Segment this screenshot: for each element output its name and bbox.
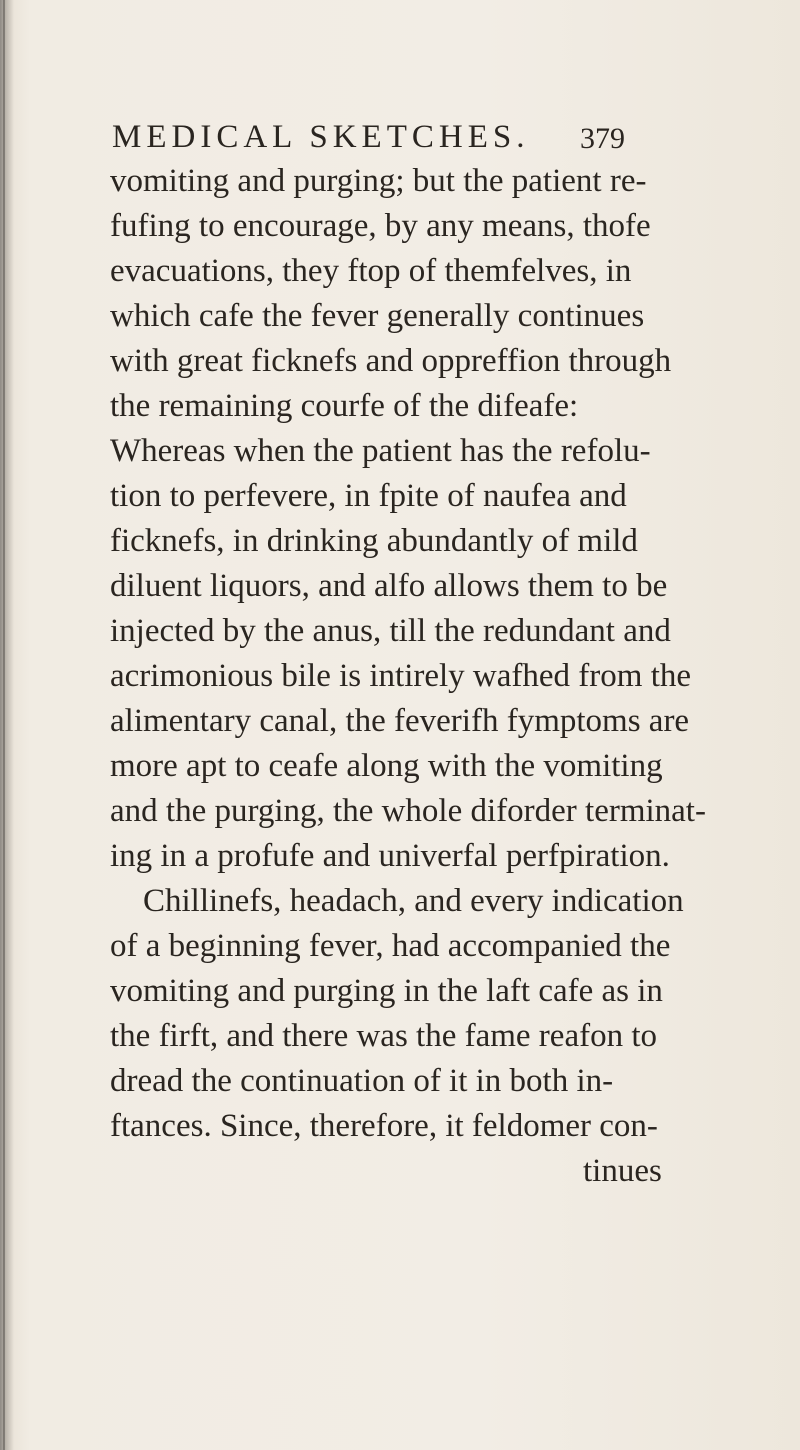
- text-line: alimentary canal, the feverifh fymptoms are: [110, 703, 690, 739]
- running-head: MEDICAL SKETCHES.: [112, 119, 530, 155]
- text-line: fufing to encourage, by any means, thofe: [110, 208, 651, 244]
- text-line: which cafe the fever generally continues: [110, 298, 645, 334]
- text-line: more apt to ceafe along with the vomiting: [110, 748, 663, 784]
- text-line: ftances. Since, therefore, it feldomer con-: [110, 1108, 658, 1144]
- text-line: and the purging, the whole diforder terminat-: [110, 793, 706, 829]
- text-line: of a beginning fever, had accompanied the: [110, 928, 671, 964]
- text-line: the firft, and there was the fame reafon to: [110, 1018, 657, 1054]
- text-line: evacuations, they ftop of themfelves, in: [110, 253, 632, 289]
- text-line: vomiting and purging; but the patient re-: [110, 163, 647, 199]
- text-line: injected by the anus, till the redundant and: [110, 613, 671, 649]
- text-line: with great ficknefs and oppreffion through: [110, 343, 672, 379]
- text-line: acrimonious bile is intirely wafhed from the: [110, 658, 692, 694]
- text-line: tion to perfevere, in fpite of naufea and: [110, 478, 627, 514]
- text-line: dread the continuation of it in both in-: [110, 1063, 614, 1099]
- text-line: ing in a profufe and univerfal perfpiration.: [110, 838, 670, 874]
- page-number: 379: [580, 122, 625, 155]
- catchword: tinues: [583, 1153, 662, 1189]
- text-line: Whereas when the patient has the refolu-: [110, 433, 651, 469]
- text-line: Chillinefs, headach, and every indication: [143, 883, 684, 919]
- text-line: diluent liquors, and alfo allows them to be: [110, 568, 668, 604]
- text-line: the remaining courfe of the difeafe:: [110, 388, 579, 424]
- text-line: ficknefs, in drinking abundantly of mild: [110, 523, 638, 559]
- text-line: vomiting and purging in the laft cafe as in: [110, 973, 663, 1009]
